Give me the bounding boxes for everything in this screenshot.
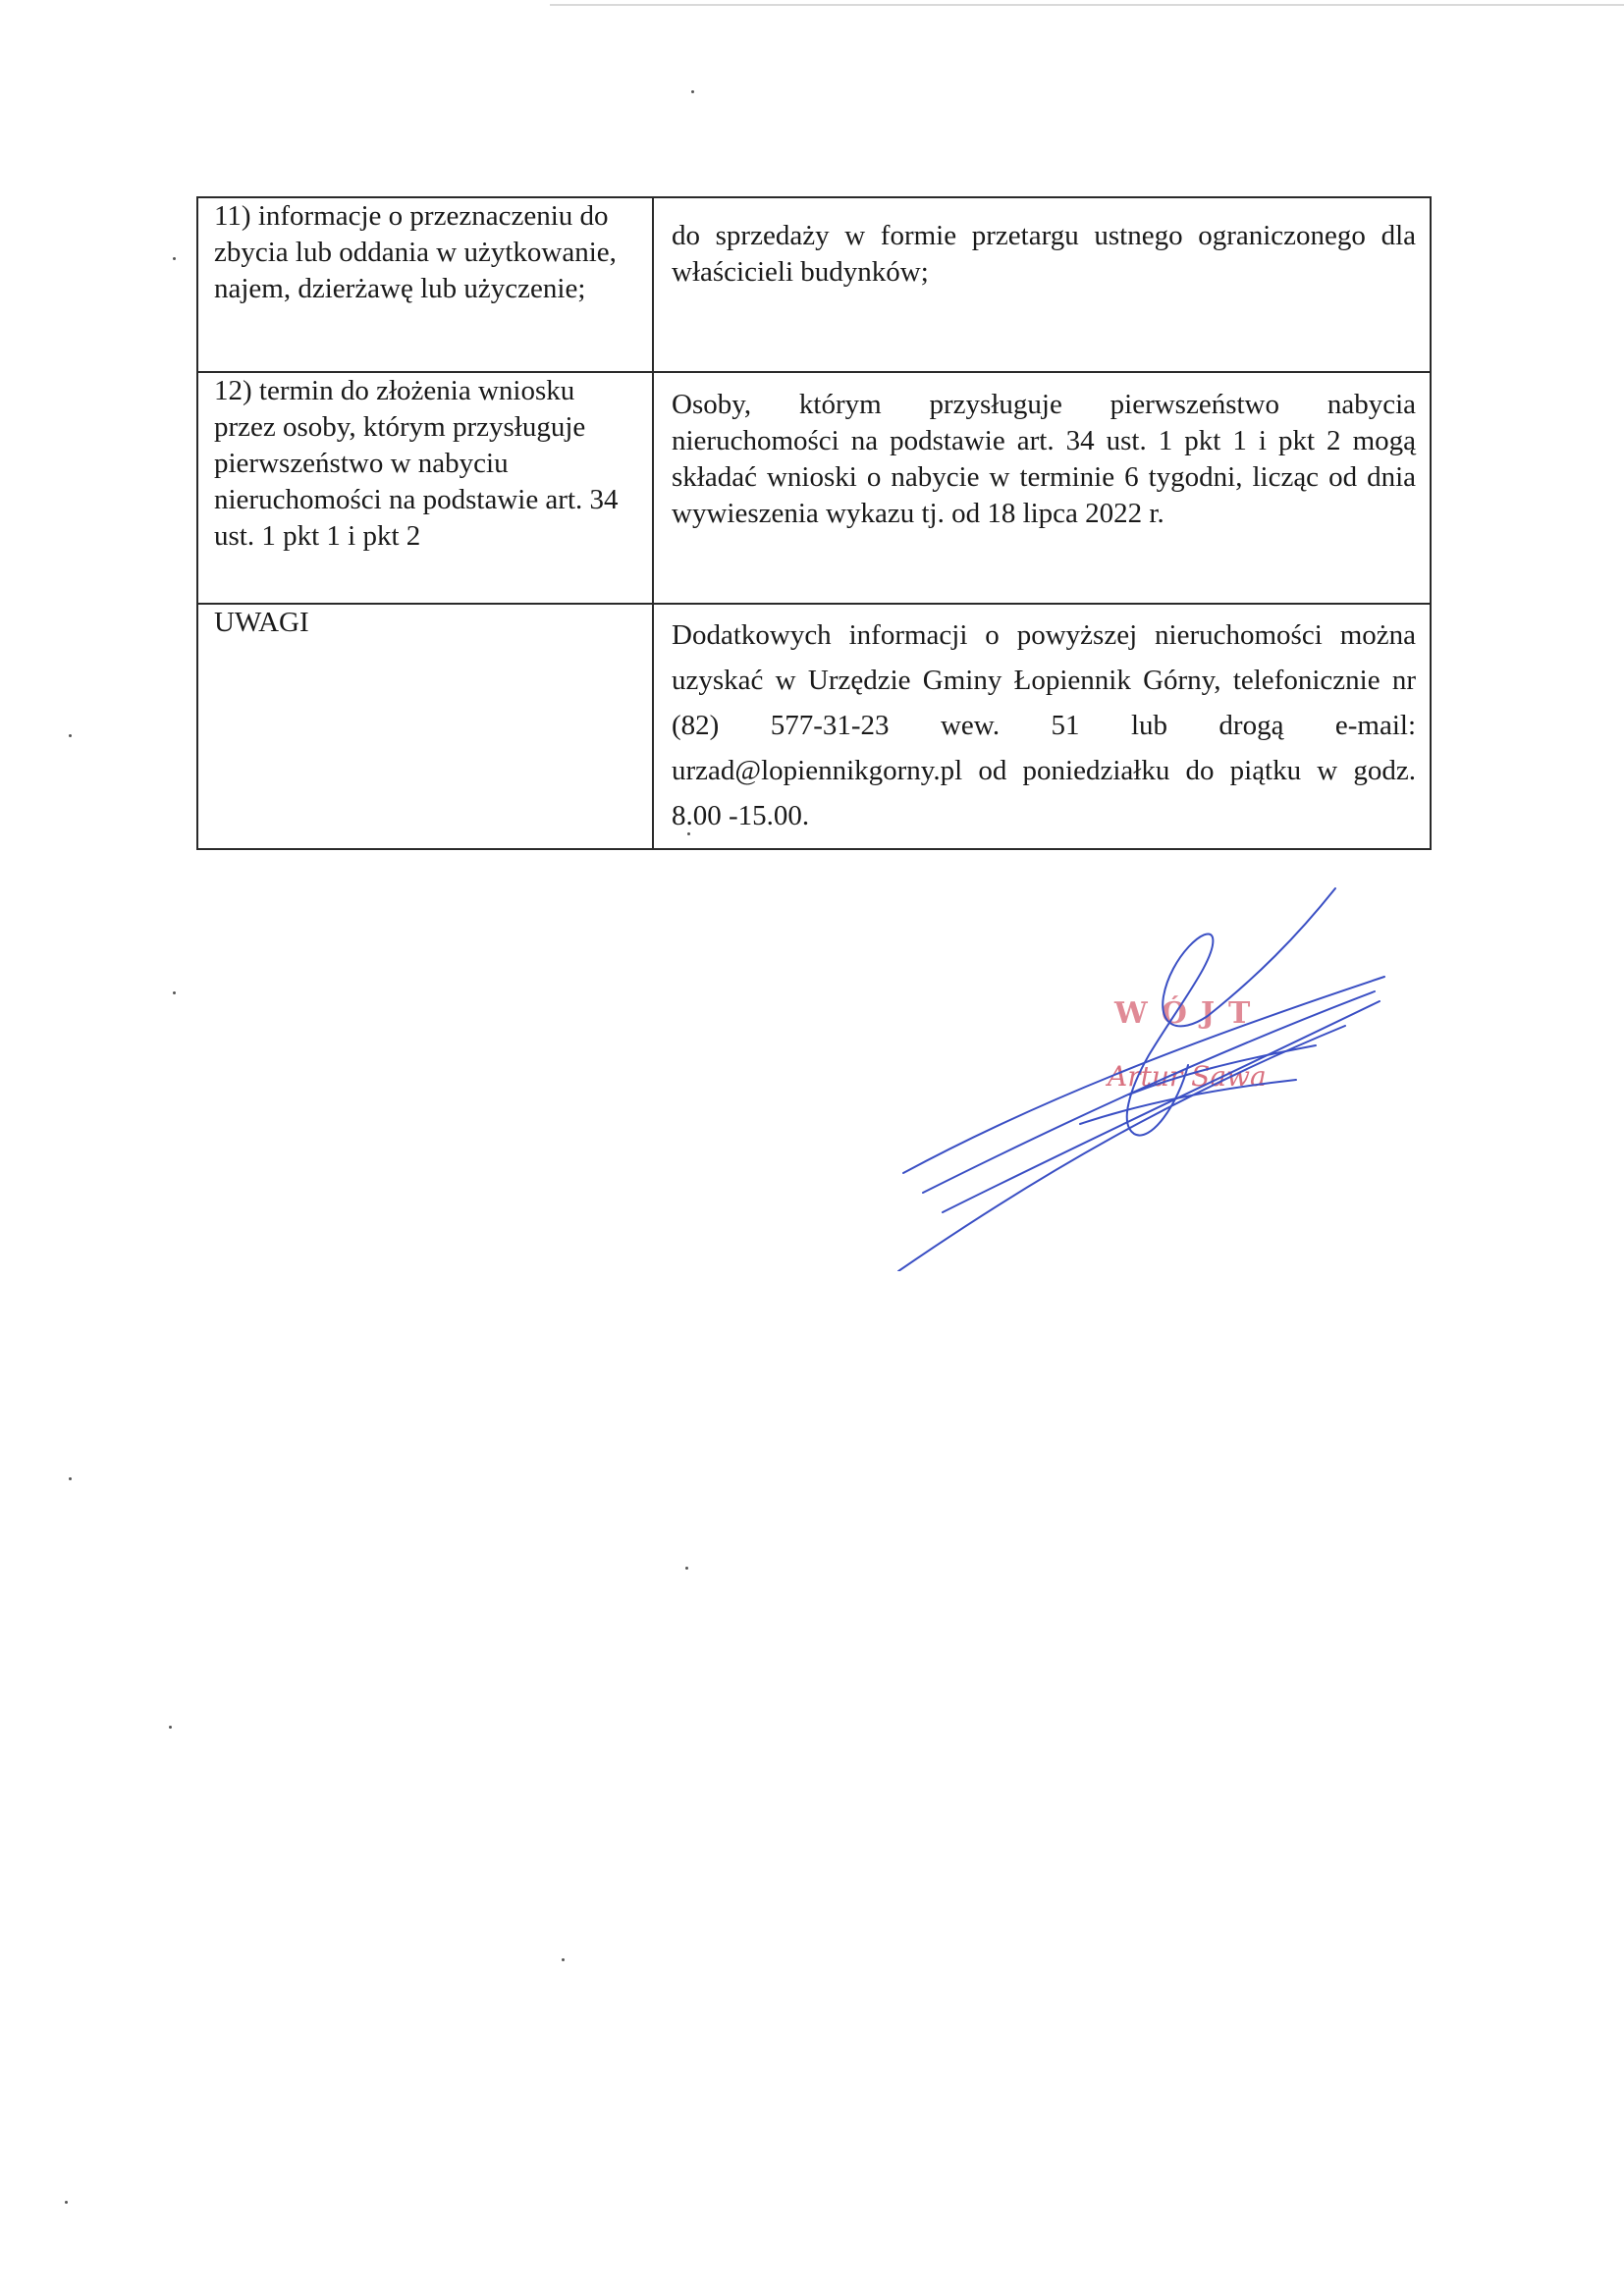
table-row (197, 372, 1431, 604)
table-row (197, 604, 1431, 849)
row-value: Osoby, którym przysługuje pierwszeństwo nabycia nieruchomości na podstawie art. 34 ust. 1 pkt 1 i pkt 2 mogą składać wnioski o nabycie w terminie 6 tygodni, licząc od dnia wywieszenia wykazu tj. od 18 lipca 2022 r. (653, 372, 1431, 604)
stamp-title: WÓJT (1114, 996, 1265, 1031)
row-value: Dodatkowych informacji o powyższej nieruchomości można uzyskać w Urzędzie Gminy Łopiennik Górny, telefonicznie nr (82) 577-31-23 wew. 51 lub drogą e-mail: urzad@lopiennikgorny.pl od poniedziałku do piątku w godz. 8.00 -15.00. (653, 604, 1431, 849)
scan-speck (169, 1726, 172, 1729)
scan-speck (691, 90, 694, 93)
scan-speck (173, 257, 176, 260)
scan-speck (173, 991, 176, 994)
row-label: 12) termin do złożenia wniosku przez osoby, którym przysługuje pierwszeństwo w nabyciu nieruchomości na podstawie art. 34 ust. 1 pkt 1 i pkt 2 (197, 372, 653, 604)
row-label: UWAGI (197, 604, 653, 849)
scan-speck (69, 734, 72, 737)
scan-speck (562, 1958, 565, 1961)
row-label: 11) informacje o przeznaczeniu do zbycia lub oddania w użytkowanie, najem, dzierżawę lub użyczenie; (197, 197, 653, 372)
property-info-table (196, 196, 1432, 850)
scan-speck (69, 1477, 72, 1480)
scan-speck (65, 2201, 68, 2204)
handwritten-signature (884, 879, 1394, 1271)
stamp-name: Artur Sawa (1108, 1060, 1267, 1093)
row-value: do sprzedaży w formie przetargu ustnego ograniczonego dla właścicieli budynków; (653, 197, 1431, 372)
scan-speck (685, 1567, 688, 1570)
scan-edge-line (550, 4, 1624, 6)
table-row (197, 197, 1431, 372)
